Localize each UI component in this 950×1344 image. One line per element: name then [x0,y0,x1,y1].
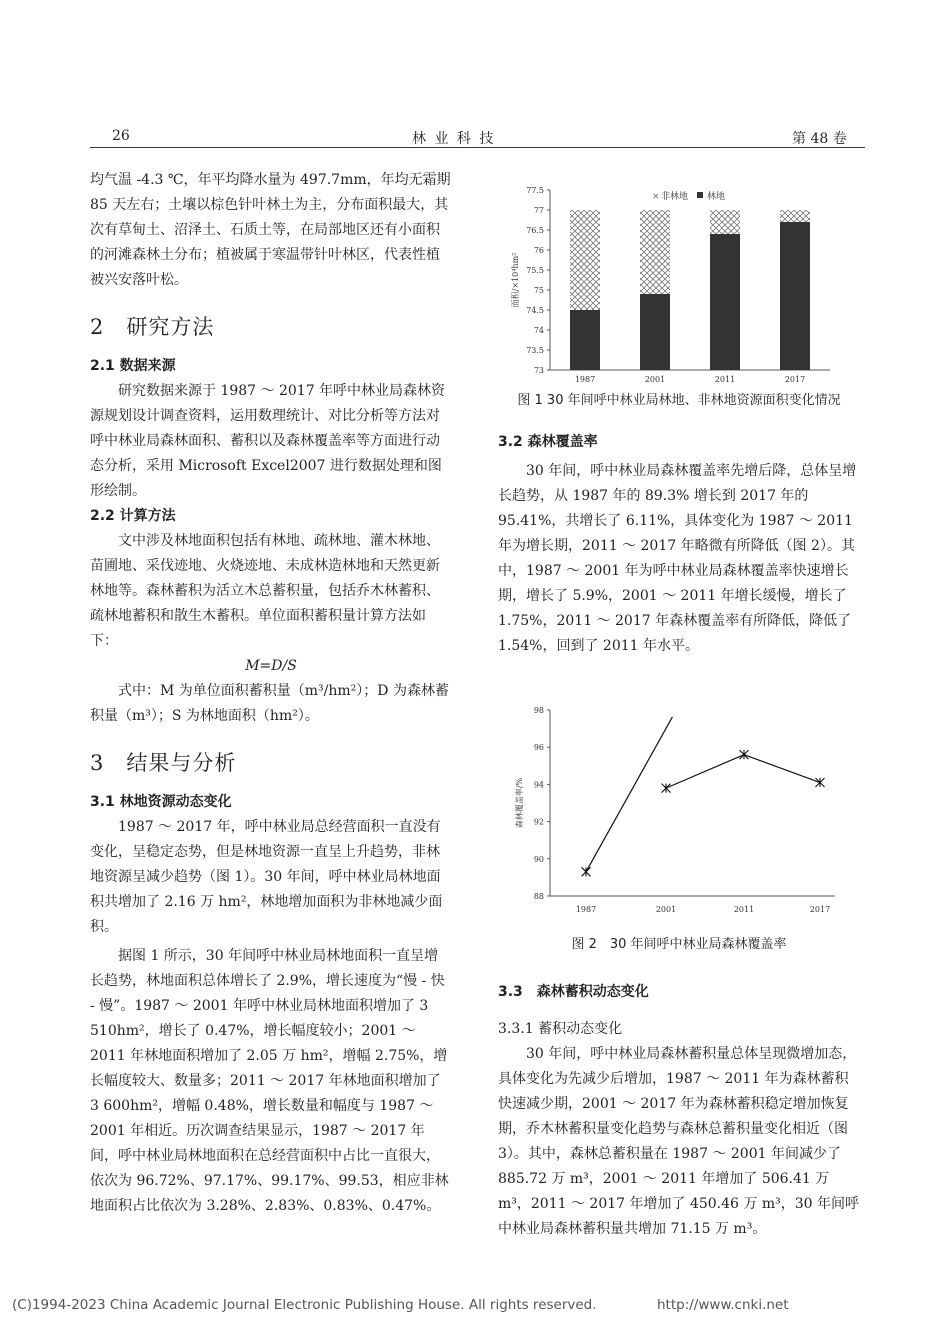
section-2-2-heading: 2.2 计算方法 [90,508,176,524]
data-point-2017 [816,778,825,787]
legend-marker-forest [697,192,703,198]
paragraph-3-2: 30 年间，呼中林业局森林覆盖率先增后降，总体呈增长趋势，从 1987 年的 89.3% 增长到 2017 年的 95.41%，共增长了 6.11%，具体变化为 1987 ～ 2011 年为增长期，2011 ～ 2017 年略微有所降低（图 2）。其中，1987 ～ 2001 年为呼中林业局森林覆盖率快速增长期，增长了 5.9%，2001 ～ 2011 年增长缓慢，增长了 1.75%，2011 ～ 2017 年森林覆盖率有所降低，降低了 1.54%，回到了 2011 年水平。 [498,463,857,654]
paragraph-3-1-b: 据图 1 所示，30 年间呼中林业局林地面积一直呈增长趋势，林地面积总体增长了 2.9%，增长速度为“慢 - 快 - 慢”。1987 ～ 2001 年呼中林业局林地面积增加了 3 510hm²，增长了 0.47%，增长幅度较小；2001 ～ 2011 年林地面积增加了 2.05 万 hm²，增幅 2.75%，增长幅度较大、数量多；2011 ～ 2017 年林地面积增加了 3 600hm²，增幅 0.48%，增长数量和幅度与 1987 ～ 2001 年相近。历次调查结果显示，1987 ～ 2017 年间，呼中林业局林地面积在总经营面积中占比一直很大，依次为 96.72%、97.17%、99.17%、99.53，相应非林地面积占比依次为 3.28%、2.83%、0.83%、0.47%。 [90,948,449,1214]
y-tick-label: 77 [533,206,544,215]
figure-2-caption: 图 2 30 年间呼中林业局森林覆盖率 [571,937,787,952]
y-tick-label: 77.5 [526,186,544,195]
data-point-1987 [582,867,591,876]
y-tick-label: 90 [533,854,544,864]
y-tick-label: 76.5 [526,226,544,235]
section-3-1-heading: 3.1 林地资源动态变化 [90,794,232,810]
data-point-2011 [740,750,749,759]
y-tick-label: 75.5 [526,266,544,275]
bar-forest-2011 [710,234,740,370]
section-3-2-heading: 3.2 森林覆盖率 [498,434,598,450]
left-column [90,168,452,1219]
header-rule [90,147,865,148]
y-tick-label: 88 [533,892,544,901]
y-tick-label: 92 [533,817,544,827]
x-tick-label: 1987 [574,375,596,384]
figure-1-chart [500,180,840,385]
y-tick-label: 73.5 [526,346,544,355]
x-tick-label: 2011 [714,375,736,384]
data-point-2001 [662,784,671,793]
bar-nonforest-1987 [570,210,600,310]
y-tick-label: 73 [533,366,544,375]
figure-1-caption: 图 1 30 年间呼中林业局林地、非林地资源面积变化情况 [517,393,841,408]
y-tick-label: 74.5 [526,306,544,315]
page-number: 26 [112,128,130,144]
bar-nonforest-2011 [710,210,740,234]
right-column-top [498,430,860,659]
legend-nonforest: 非林地 [661,192,689,202]
paragraph-3-3-1: 30 年间，呼中林业局森林蓄积量总体呈现微增加态，具体变化为先减少后增加，1987 ～ 2011 年为森林蓄积快速减少期，2001 ～ 2017 年为森林蓄积稳定增加恢复期，乔木林蓄积量变化趋势与森林总蓄积量变化相近（图 3）。其中，森林总蓄积量在 1987 ～ 2001 年间减少了 885.72 万 m³，2001 ～ 2011 年增加了 506.41 万 m³，2011 ～ 2017 年增加了 450.46 万 m³，30 年间呼中林业局森林蓄积量共增加 71.15 万 m³。 [498,1046,859,1237]
legend-forest: 林地 [707,192,726,202]
right-column-bottom [498,980,860,1242]
figure-2-chart [500,700,840,925]
y-tick-label: 96 [533,743,544,753]
volume-label: 第 48 卷 [792,131,847,147]
y-tick-label: 76 [533,246,544,255]
line-segment-2001-2011 [666,755,744,788]
section-3-heading: 3 结果与分析 [90,751,237,775]
bar-forest-1987 [570,310,600,370]
x-tick-label: 2017 [809,905,831,914]
section-2-heading: 2 研究方法 [90,315,215,339]
bar-nonforest-2001 [640,210,670,294]
paragraph-climate: 均气温 -4.3 ℃，年平均降水量为 497.7mm，年均无霜期 85 天左右；土壤以棕色针叶林土为主，分布面积最大，其次有草甸土、沼泽土、石质土等，在局部地区还有小面积的河滩森林土分布；植被属于寒温带针叶林区，代表性植被兴安落叶松。 [90,172,451,288]
y-tick-label: 74 [533,326,544,335]
line-segment-1987-2001 [586,717,672,872]
x-tick-label: 2011 [733,905,755,914]
formula: M=D/S [245,658,297,674]
bar-forest-2017 [780,222,810,370]
y-tick-label: 94 [533,780,544,790]
legend-marker-nonforest: × [652,192,660,202]
line-segment-2011-2017 [744,755,820,783]
bar-nonforest-2017 [780,210,810,222]
y-tick-label: 75 [533,286,544,295]
section-3-3-1-heading: 3.3.1 蓄积动态变化 [498,1021,623,1037]
paragraph-2-1: 研究数据来源于 1987 ～ 2017 年呼中林业局森林资源规划设计调查资料，运用数理统计、对比分析等方法对呼中林业局森林面积、蓄积以及森林覆盖率等方面进行动态分析，采用 Microsoft Excel2007 进行数据处理和图形绘制。 [90,383,446,499]
y-axis-label: 面积/×10⁴hm² [511,252,520,308]
x-tick-label: 1987 [575,905,597,914]
paragraph-where: 式中：M 为单位面积蓄积量（m³/hm²）；D 为森林蓄积量（m³）；S 为林地面积（hm²）。 [90,683,449,724]
paragraph-2-2: 文中涉及林地面积包括有林地、疏林地、灌木林地、苗圃地、采伐迹地、火烧迹地、未成林造林地和天然更新林地等。森林蓄积为活立木总蓄积量，包括乔木林蓄积、疏林地蓄积和散生木蓄积。单位面积蓄积量计算方法如下： [90,533,440,649]
copyright-notice: (C)1994-2023 China Academic Journal Electronic Publishing House. All rights reserved. [12,1297,597,1313]
paragraph-3-1-a: 1987 ～ 2017 年，呼中林业局总经营面积一直没有变化，呈稳定态势，但是林地资源一直呈上升趋势，非林地资源呈减少趋势（图 1）。30 年间，呼中林业局林地面积共增加了 2.16 万 hm²，林地增加面积为非林地减少面积。 [90,819,443,935]
x-tick-label: 2001 [655,905,677,914]
y-tick-label: 98 [533,706,544,715]
y-axis-label: 森林覆盖率/% [515,777,524,829]
bar-forest-2001 [640,294,670,370]
x-tick-label: 2017 [784,375,806,384]
section-2-1-heading: 2.1 数据来源 [90,358,176,374]
site-url[interactable]: http://www.cnki.net [657,1297,789,1313]
journal-title: 林 业 科 技 [412,131,496,147]
x-tick-label: 2001 [644,375,666,384]
section-3-3-heading: 3.3 森林蓄积动态变化 [498,984,649,1000]
